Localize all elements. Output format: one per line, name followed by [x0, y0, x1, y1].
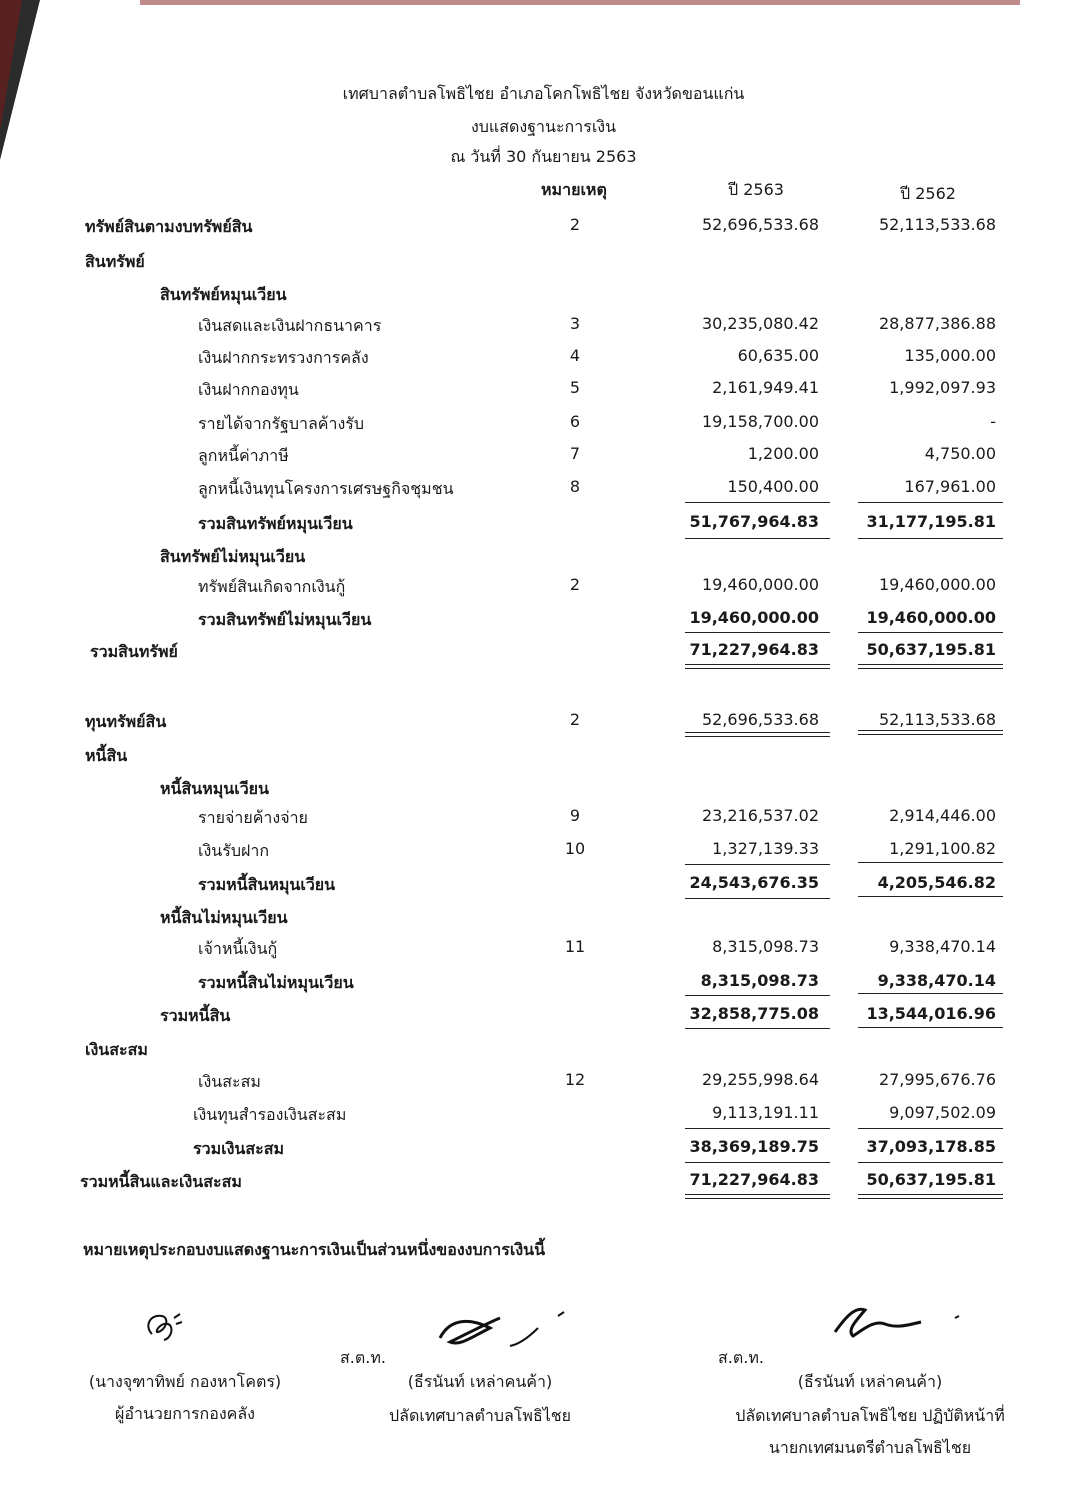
row-value-2562: 19,460,000.00 [878, 575, 996, 594]
row-value-2563: 1,327,139.33 [712, 839, 819, 858]
table-row [0, 937, 1087, 967]
double-rule [858, 664, 1003, 665]
row-label: สินทรัพย์ไม่หมุนเวียน [160, 547, 306, 566]
row-label: หนี้สินหมุนเวียน [160, 779, 269, 798]
row-value-2562: 9,338,470.14 [877, 971, 996, 990]
table-row [0, 346, 1087, 376]
row-value-2563: 2,161,949.41 [712, 378, 819, 397]
sum-rule [858, 538, 1003, 539]
signature-scribble-2 [430, 1308, 580, 1358]
column-header-year2: ปี 2562 [900, 184, 956, 203]
row-note: 6 [569, 412, 581, 431]
row-value-2563: 52,696,533.68 [701, 710, 819, 729]
sum-rule [685, 1028, 830, 1029]
row-note: 7 [569, 444, 581, 463]
row-value-2563: 19,460,000.00 [701, 575, 819, 594]
top-edge-strip [140, 0, 1020, 5]
row-label: เงินฝากกระทรวงการคลัง [198, 348, 369, 367]
row-value-2563: 32,858,775.08 [689, 1004, 819, 1023]
sum-rule [685, 1128, 830, 1129]
row-label: รวมหนี้สินไม่หมุนเวียน [198, 973, 354, 992]
table-row [0, 1170, 1087, 1200]
row-label: รวมหนี้สินและเงินสะสม [80, 1172, 242, 1191]
sum-rule [858, 1027, 1003, 1028]
table-row [0, 1004, 1087, 1034]
row-value-2562: 37,093,178.85 [866, 1137, 996, 1156]
double-rule [685, 668, 830, 669]
row-value-2562: 28,877,386.88 [878, 314, 996, 333]
table-row [0, 777, 1087, 807]
table-row [0, 444, 1087, 474]
row-label: รวมสินทรัพย์ไม่หมุนเวียน [198, 610, 372, 629]
sum-rule [858, 632, 1003, 633]
table-row [0, 378, 1087, 408]
row-value-2563: 8,315,098.73 [712, 937, 819, 956]
table-row [0, 710, 1087, 740]
row-value-2563: 19,460,000.00 [689, 608, 819, 627]
signer-2-title: ปลัดเทศบาลตำบลโพธิไชย [389, 1406, 571, 1425]
sum-rule [858, 1128, 1003, 1129]
row-label: รายจ่ายค้างจ่าย [198, 808, 308, 827]
table-row [0, 640, 1087, 670]
row-value-2562: 27,995,676.76 [878, 1070, 996, 1089]
signer-2-rank: ส.ต.ท. [340, 1348, 386, 1367]
sum-rule [685, 995, 830, 996]
double-rule [858, 734, 1003, 735]
signer-3-name: (ธีรนันท์ เหล่าคนค้า) [797, 1372, 943, 1391]
row-note: 11 [564, 937, 586, 956]
double-rule [858, 668, 1003, 669]
row-value-2563: 71,227,964.83 [689, 1170, 819, 1189]
sum-rule [858, 502, 1003, 503]
row-label: ทรัพย์สินเกิดจากเงินกู้ [198, 577, 346, 596]
sum-rule [685, 538, 830, 539]
double-rule [685, 1194, 830, 1195]
signer-3-title-line2: นายกเทศมนตรีตำบลโพธิไชย [768, 1438, 972, 1457]
row-value-2562: 50,637,195.81 [866, 1170, 996, 1189]
row-label: เงินทุนสำรองเงินสะสม [193, 1105, 347, 1124]
row-value-2563: 30,235,080.42 [701, 314, 819, 333]
table-row [0, 545, 1087, 575]
table-row [0, 906, 1087, 936]
sum-rule [685, 632, 830, 633]
row-label: ลูกหนี้ค่าภาษี [198, 446, 289, 465]
double-rule [858, 1198, 1003, 1199]
row-value-2562: 9,097,502.09 [889, 1103, 996, 1122]
row-note: 2 [569, 575, 581, 594]
row-label: ทรัพย์สินตามงบทรัพย์สิน [85, 217, 253, 236]
row-note: 3 [569, 314, 581, 333]
row-note: 10 [564, 839, 586, 858]
row-value-2563: 8,315,098.73 [700, 971, 819, 990]
row-value-2563: 24,543,676.35 [689, 873, 819, 892]
page-corner-shadow-red [0, 0, 22, 130]
row-value-2562: 31,177,195.81 [866, 512, 996, 531]
table-row [0, 744, 1087, 774]
table-row [0, 873, 1087, 903]
sum-rule [858, 1162, 1003, 1163]
table-row [0, 839, 1087, 869]
row-value-2563: 60,635.00 [737, 346, 819, 365]
row-note: 8 [569, 477, 581, 496]
row-value-2563: 9,113,191.11 [712, 1103, 819, 1122]
table-row [0, 575, 1087, 605]
row-value-2563: 38,369,189.75 [689, 1137, 819, 1156]
table-row [0, 1070, 1087, 1100]
row-value-2562: 13,544,016.96 [866, 1004, 996, 1023]
signer-1-title: ผู้อำนวยการกองคลัง [115, 1404, 255, 1423]
row-value-2563: 23,216,537.02 [701, 806, 819, 825]
row-label: หนี้สินไม่หมุนเวียน [160, 908, 288, 927]
row-value-2563: 51,767,964.83 [689, 512, 819, 531]
table-row [0, 608, 1087, 638]
sum-rule [685, 1162, 830, 1163]
row-value-2562: 2,914,446.00 [889, 806, 996, 825]
row-label: หนี้สิน [85, 746, 128, 765]
row-label: รวมสินทรัพย์ [90, 642, 178, 661]
row-note: 5 [569, 378, 581, 397]
row-value-2563: 19,158,700.00 [701, 412, 819, 431]
signature-scribble-1 [140, 1308, 200, 1348]
row-value-2562: 135,000.00 [904, 346, 996, 365]
row-label: เงินสดและเงินฝากธนาคาร [198, 316, 382, 335]
row-label: รายได้จากรัฐบาลค้างรับ [198, 414, 365, 433]
row-label: รวมสินทรัพย์หมุนเวียน [198, 514, 353, 533]
row-value-2563: 29,255,998.64 [701, 1070, 819, 1089]
row-label: รวมหนี้สิน [160, 1006, 231, 1025]
row-value-2562: 4,205,546.82 [877, 873, 996, 892]
double-rule [685, 732, 830, 733]
double-rule [858, 1194, 1003, 1195]
statement-title: งบแสดงฐานะการเงิน [470, 117, 617, 136]
signer-3-title: ปลัดเทศบาลตำบลโพธิไชย ปฏิบัติหน้าที่ [735, 1406, 1005, 1425]
column-header-year1: ปี 2563 [728, 180, 784, 199]
row-value-2562: 9,338,470.14 [889, 937, 996, 956]
sum-rule [858, 896, 1003, 897]
row-note: 2 [569, 710, 581, 729]
sum-rule [685, 898, 830, 899]
row-label: ลูกหนี้เงินทุนโครงการเศรษฐกิจชุมชน [198, 479, 454, 498]
row-note: 4 [569, 346, 581, 365]
row-note: 2 [569, 215, 581, 234]
signer-1-name: (นางจุฑาทิพย์ กองหาโคตร) [88, 1372, 282, 1391]
row-value-2562: 52,113,533.68 [878, 710, 996, 729]
row-value-2562: 19,460,000.00 [866, 608, 996, 627]
row-label: เงินฝากกองทุน [198, 380, 299, 399]
row-label: ทุนทรัพย์สิน [85, 712, 167, 731]
org-header: เทศบาลตำบลโพธิไชย อำเภอโคกโพธิไชย จังหวัดขอนแก่น [342, 84, 745, 103]
table-row [0, 215, 1087, 245]
signature-scribble-3 [825, 1300, 975, 1350]
row-value-2563: 1,200.00 [747, 444, 819, 463]
row-note: 9 [569, 806, 581, 825]
sum-rule [858, 993, 1003, 994]
sum-rule [858, 862, 1003, 863]
table-row [0, 971, 1087, 1001]
row-value-2562: 50,637,195.81 [866, 640, 996, 659]
table-row [0, 806, 1087, 836]
row-label: เจ้าหนี้เงินกู้ [198, 939, 278, 958]
row-label: สินทรัพย์ [85, 252, 145, 271]
column-header-note: หมายเหตุ [541, 180, 607, 199]
row-label: สินทรัพย์หมุนเวียน [160, 285, 287, 304]
row-value-2562: 1,291,100.82 [889, 839, 996, 858]
sum-rule [685, 502, 830, 503]
table-row [0, 314, 1087, 344]
row-value-2562: 1,992,097.93 [889, 378, 996, 397]
row-label: เงินสะสม [198, 1072, 261, 1091]
row-value-2562: 167,961.00 [904, 477, 996, 496]
row-label: เงินสะสม [85, 1040, 148, 1059]
table-row [0, 283, 1087, 313]
double-rule [685, 736, 830, 737]
table-row [0, 412, 1087, 442]
double-rule [858, 730, 1003, 731]
double-rule [685, 1198, 830, 1199]
table-row [0, 1038, 1087, 1068]
row-value-2562: 52,113,533.68 [878, 215, 996, 234]
sum-rule [685, 864, 830, 865]
row-label: รวมเงินสะสม [193, 1139, 285, 1158]
row-label: รวมหนี้สินหมุนเวียน [198, 875, 336, 894]
table-row [0, 250, 1087, 280]
row-label: เงินรับฝาก [198, 841, 270, 860]
row-note: 12 [564, 1070, 586, 1089]
row-value-2563: 71,227,964.83 [689, 640, 819, 659]
row-value-2562: - [990, 412, 996, 431]
statement-date: ณ วันที่ 30 กันยายน 2563 [450, 147, 637, 166]
signer-2-name: (ธีรนันท์ เหล่าคนค้า) [407, 1372, 553, 1391]
row-value-2563: 150,400.00 [727, 477, 819, 496]
footnote: หมายเหตุประกอบงบแสดงฐานะการเงินเป็นส่วนหนึ่งของงบการเงินนี้ [83, 1240, 546, 1259]
row-value-2562: 4,750.00 [924, 444, 996, 463]
double-rule [685, 664, 830, 665]
signer-3-rank: ส.ต.ท. [718, 1348, 764, 1367]
row-value-2563: 52,696,533.68 [701, 215, 819, 234]
